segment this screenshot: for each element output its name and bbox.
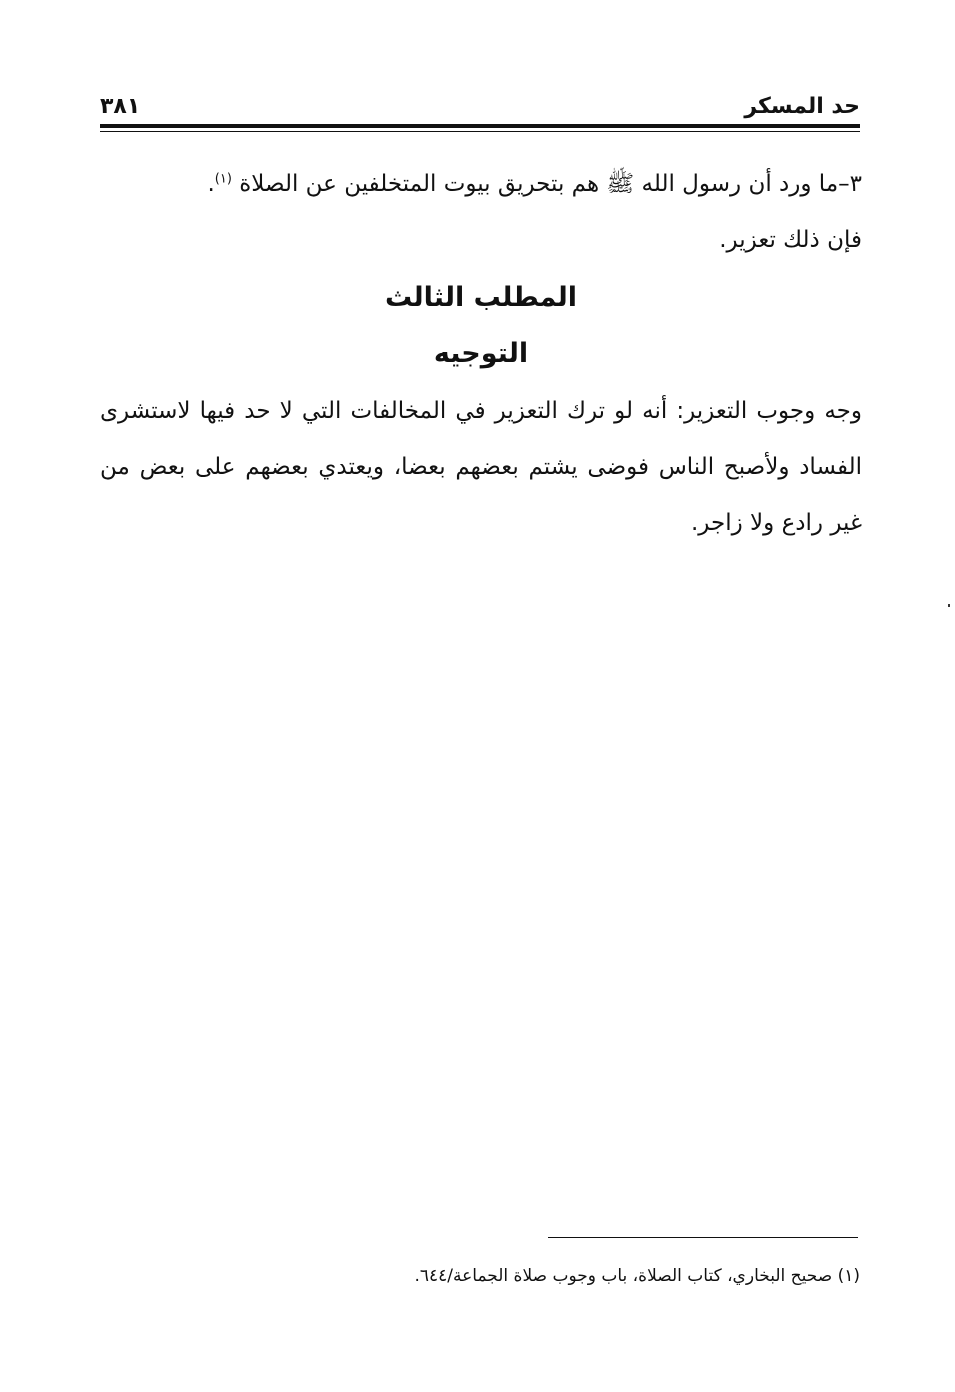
list-item-3-period: . bbox=[207, 171, 215, 197]
scan-speck bbox=[948, 604, 950, 607]
header-rule-thick bbox=[100, 124, 860, 128]
list-item-3-text: ٣–ما ورد أن رسول الله ﷺ هم بتحريق بيوت المتخلفين عن الصلاة bbox=[239, 171, 862, 197]
header-rule-thin bbox=[100, 131, 860, 132]
running-title: حد المسكر bbox=[744, 94, 860, 119]
section-title: المطلب الثالث bbox=[384, 282, 578, 313]
list-item-3-line-2: فإن ذلك تعزير. bbox=[719, 227, 862, 253]
footnote: (١) صحيح البخاري، كتاب الصلاة، باب وجوب صلاة الجماعة/٦٤٤. bbox=[414, 1266, 860, 1286]
body-paragraph: وجه وجوب التعزير: أنه لو ترك التعزير في المخالفات التي لا حد فيها لاستشرى الفساد ولأصبح الناس فوضى يشتم بعضهم بعضا، ويعتدي بعضهم على بعض من غير رادع ولا زاجر. bbox=[100, 398, 862, 536]
list-item-3-line-1 bbox=[100, 156, 862, 212]
running-header bbox=[100, 92, 860, 124]
list-item-3 bbox=[100, 156, 862, 268]
footnote-divider bbox=[548, 1237, 858, 1238]
footnote-reference[interactable]: (١) bbox=[214, 171, 232, 187]
section-subtitle: التوجيه bbox=[433, 338, 529, 369]
page-number: ٣٨١ bbox=[100, 94, 141, 119]
